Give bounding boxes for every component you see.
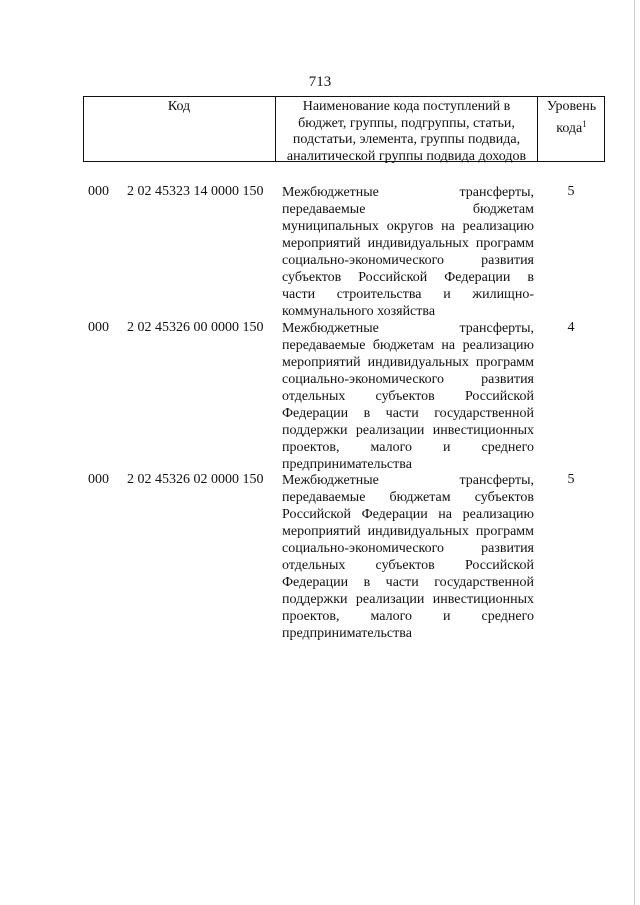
row-name-line: Российской Федерации на реализацию — [282, 507, 534, 522]
row-level: 5 — [567, 184, 575, 199]
row-name-line: Межбюджетные трансферты, — [282, 185, 534, 200]
header-level-label — [538, 99, 605, 137]
header-name-line: Наименование кода поступлений в — [302, 99, 511, 114]
row-name-line: Федерации в части государственной — [282, 575, 534, 590]
row-name-line: Федерации в части государственной — [282, 406, 534, 421]
header-name-line: бюджет, группы, подгруппы, статьи, — [298, 115, 515, 131]
page-edge — [634, 0, 635, 905]
row-name-line: передаваемые бюджетам субъектов — [282, 490, 534, 505]
row-name-line: поддержки реализации инвестиционных — [282, 423, 534, 438]
row-name-line: субъектов Российской Федерации в — [282, 270, 534, 285]
row-name-line: социально-экономического развития — [282, 541, 534, 556]
row-name — [282, 320, 534, 473]
header-level-line2 — [538, 116, 605, 138]
header-level-word: кода — [556, 120, 583, 136]
header-level-footnote: 1 — [582, 118, 587, 129]
row-name-line: проектов, малого и среднего — [282, 609, 534, 624]
row-budget-code: 2 02 45326 02 0000 150 — [127, 472, 264, 487]
row-budget-code: 2 02 45326 00 0000 150 — [127, 320, 264, 335]
row-name-line: части строительства и жилищно- — [282, 287, 534, 302]
row-budget-code: 2 02 45323 14 0000 150 — [127, 184, 264, 199]
row-name-line: отдельных субъектов Российской — [282, 389, 534, 404]
row-name-line: предпринимательства — [282, 457, 412, 472]
page-number: 713 — [308, 74, 332, 90]
row-name-line: передаваемые бюджетам на реализацию — [282, 338, 534, 353]
row-name-line: коммунального хозяйства — [282, 304, 436, 319]
row-name-line: проектов, малого и среднего — [282, 440, 534, 455]
row-name — [282, 184, 534, 320]
row-name-line: предпринимательства — [282, 626, 412, 641]
row-admin-code: 000 — [88, 320, 109, 335]
row-name-line: Межбюджетные трансферты, — [282, 321, 534, 336]
header-name-line: подстатьи, элемента, группы подвида, — [292, 132, 521, 148]
header-level-line1: Уровень — [546, 99, 597, 114]
row-name-line: мероприятий индивидуальных программ — [282, 355, 534, 370]
row-name-line: социально-экономического развития — [282, 253, 534, 268]
row-name-line: отдельных субъектов Российской — [282, 558, 534, 573]
row-admin-code: 000 — [88, 472, 109, 487]
row-name-line: Межбюджетные трансферты, — [282, 473, 534, 488]
row-level: 5 — [567, 472, 575, 487]
row-admin-code: 000 — [88, 184, 109, 199]
row-level: 4 — [567, 320, 575, 335]
row-name-line: мероприятий индивидуальных программ — [282, 524, 534, 539]
header-code-label: Код — [167, 99, 191, 114]
row-name-line: передаваемые бюджетам — [282, 202, 534, 217]
row-name-line: муниципальных округов на реализацию — [282, 219, 534, 234]
table-header — [83, 96, 605, 162]
row-name-line: поддержки реализации инвестиционных — [282, 592, 534, 607]
row-name — [282, 472, 534, 642]
header-name-label — [276, 99, 537, 165]
header-name-line: аналитической группы подвида доходов — [286, 148, 527, 164]
row-name-line: мероприятий индивидуальных программ — [282, 236, 534, 251]
row-name-line: социально-экономического развития — [282, 372, 534, 387]
